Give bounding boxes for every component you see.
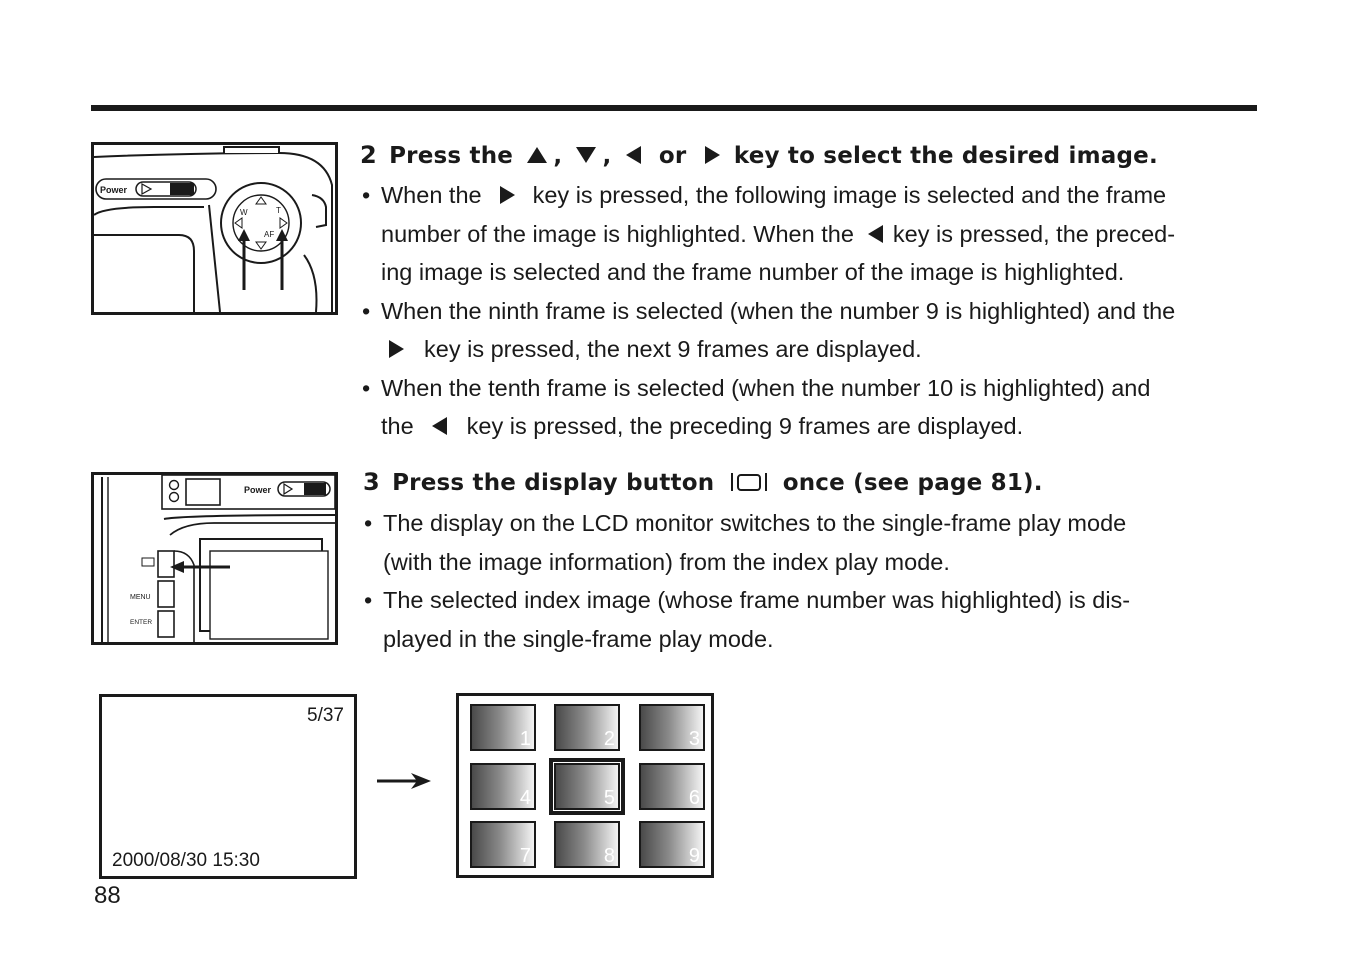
step2-bullet1-line2: number of the image is highlighted. When the key is pressed, the preced-	[381, 221, 1176, 247]
step-number: 2	[360, 141, 377, 169]
index-thumbnail: 7	[470, 821, 536, 868]
power-label: Power	[100, 185, 128, 195]
menu-label: MENU	[130, 594, 151, 601]
step-number: 3	[363, 468, 380, 496]
dial-t-label: T	[276, 206, 281, 215]
index-thumbnail-selected: 5	[554, 763, 620, 810]
top-rule	[91, 105, 1257, 111]
step2-bullet1-line3: ing image is selected and the frame number of the image is highlighted.	[381, 259, 1125, 285]
step2-bullet2-line1: When the ninth frame is selected (when the number 9 is highlighted) and the	[381, 298, 1176, 324]
date-time-stamp: 2000/08/30 15:30	[112, 850, 260, 871]
up-arrow-icon	[527, 147, 547, 163]
step-2-heading	[360, 141, 1158, 169]
bullet: •	[364, 510, 373, 536]
index-thumbnail: 9	[639, 821, 705, 868]
step2-bullet3-line2: the key is pressed, the preceding 9 frames are displayed.	[381, 413, 1024, 439]
right-arrow-icon	[377, 770, 433, 797]
step3-bullet1-line1: The display on the LCD monitor switches to the single-frame play mode	[383, 510, 1127, 536]
enter-label: ENTER	[130, 619, 153, 626]
single-frame-lcd-screen	[99, 694, 357, 879]
step3-bullet2-line2: played in the single-frame play mode.	[383, 626, 774, 652]
comma: ,	[602, 143, 612, 169]
dial-af-label: AF	[264, 230, 275, 239]
right-arrow-icon	[705, 146, 720, 164]
step2-bullet1-line1: When the key is pressed, the following image is selected and the frame	[381, 182, 1167, 208]
bullet: •	[364, 587, 373, 613]
index-thumbnail: 1	[470, 704, 536, 751]
step3-bullet2-line1: The selected index image (whose frame number was highlighted) is dis-	[383, 587, 1131, 613]
heading-text: key to select the desired image.	[733, 143, 1158, 169]
index-thumbnail: 2	[554, 704, 620, 751]
index-thumbnail: 3	[639, 704, 705, 751]
camera-controller-illustration	[91, 142, 338, 315]
step2-bullet2-line2: key is pressed, the next 9 frames are displayed.	[381, 335, 922, 363]
heading-text: Press the display button	[392, 470, 715, 496]
page-number: 88	[94, 882, 121, 909]
frame-counter: 5/37	[307, 705, 344, 726]
right-arrow-icon	[389, 340, 404, 358]
index-play-screen	[456, 693, 714, 878]
step3-bullet1-line2: (with the image information) from the index play mode.	[383, 549, 950, 575]
index-thumbnail: 6	[639, 763, 705, 810]
heading-text: once (see page 81).	[782, 470, 1043, 496]
camera-back-illustration	[91, 472, 338, 645]
heading-text: or	[658, 143, 687, 169]
index-thumbnail: 8	[554, 821, 620, 868]
index-thumbnail: 4	[470, 763, 536, 810]
bullet: •	[362, 182, 371, 208]
heading-text: Press the	[389, 143, 514, 169]
step2-bullet3-line1: When the tenth frame is selected (when the number 10 is highlighted) and	[381, 375, 1151, 401]
dial-w-label: W	[240, 208, 248, 217]
bullet: •	[362, 375, 371, 401]
right-arrow-icon	[500, 186, 515, 204]
left-arrow-icon	[432, 417, 447, 435]
down-arrow-icon	[576, 147, 596, 163]
comma: ,	[553, 143, 563, 169]
bullet: •	[362, 298, 371, 324]
power-label: Power	[244, 485, 272, 495]
display-button-icon	[729, 470, 769, 494]
left-arrow-icon	[868, 225, 883, 243]
left-arrow-icon	[626, 146, 641, 164]
step-3-heading	[363, 468, 1043, 496]
